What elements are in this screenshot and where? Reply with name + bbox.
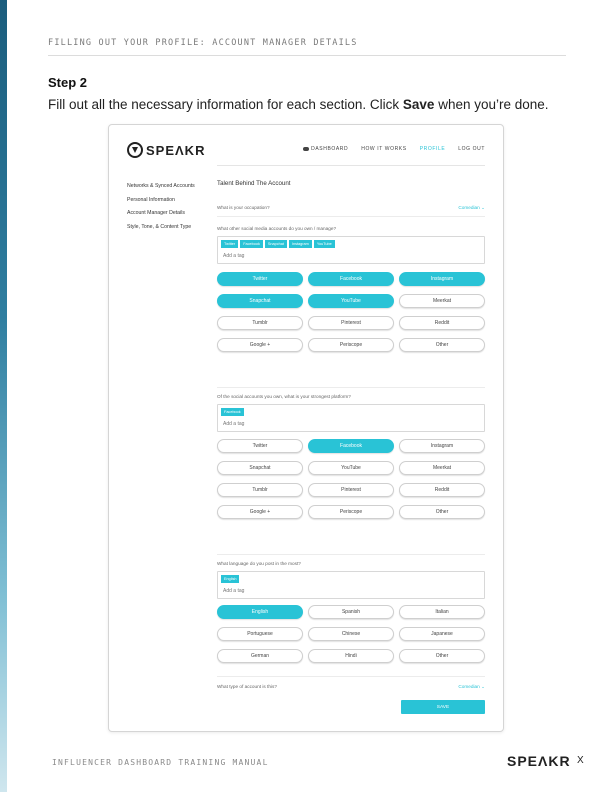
profile-sidebar <box>127 183 217 237</box>
account-type-question: What type of account is this? <box>217 684 277 689</box>
option-portuguese-button[interactable]: Portuguese <box>217 627 303 641</box>
side-color-strip <box>0 0 7 792</box>
option-google-button[interactable]: Google + <box>217 505 303 519</box>
option-youtube-button[interactable]: YouTube <box>308 461 394 475</box>
chevron-down-icon: ⌄ <box>481 684 485 689</box>
app-logo-text: SPEΛKR <box>146 142 206 158</box>
cloud-icon <box>303 147 309 151</box>
top-nav <box>303 146 485 152</box>
account-type-row[interactable] <box>217 684 485 689</box>
option-instagram-button[interactable]: Instagram <box>399 439 485 453</box>
option-hindi-button[interactable]: Hindi <box>308 649 394 663</box>
sidebar-item-networks[interactable]: Networks & Synced Accounts <box>127 183 195 189</box>
language-tag-input[interactable] <box>217 571 485 599</box>
divider <box>217 554 485 555</box>
option-google-button[interactable]: Google + <box>217 338 303 352</box>
nav-log-out[interactable]: LOG OUT <box>458 146 485 152</box>
screenshot-card <box>108 124 504 732</box>
step-title: Step 2 <box>48 75 88 90</box>
accounts-tag-list <box>221 240 335 248</box>
step-desc-save: Save <box>402 97 435 112</box>
account-type-select[interactable] <box>458 684 485 690</box>
sidebar-item-style-tone[interactable]: Style, Tone, & Content Type <box>127 223 192 230</box>
divider <box>217 676 485 677</box>
option-tumblr-button[interactable]: Tumblr <box>217 316 303 330</box>
chevron-down-icon: ⌄ <box>481 205 485 210</box>
option-spanish-button[interactable]: Spanish <box>308 605 394 619</box>
header-divider <box>48 55 566 56</box>
account-type-answer: Comedian <box>458 684 480 689</box>
option-instagram-button[interactable]: Instagram <box>399 272 485 286</box>
occupation-select[interactable] <box>458 205 485 211</box>
option-japanese-button[interactable]: Japanese <box>399 627 485 641</box>
tag-chip[interactable]: Facebook <box>240 240 263 248</box>
tag-chip[interactable]: Facebook <box>221 408 244 416</box>
tag-chip[interactable]: Snapchat <box>265 240 287 248</box>
strongest-tag-placeholder: Add a tag <box>223 421 245 427</box>
option-italian-button[interactable]: Italian <box>399 605 485 619</box>
document-header: FILLING OUT YOUR PROFILE: ACCOUNT MANAGER DETAILS <box>48 38 358 48</box>
footer-logo: SPEΛKR <box>507 753 571 769</box>
section-title: Talent Behind The Account <box>217 180 291 187</box>
option-other-button[interactable]: Other <box>399 338 485 352</box>
nav-dashboard-label: DASHBOARD <box>311 146 349 152</box>
option-german-button[interactable]: German <box>217 649 303 663</box>
option-snapchat-button[interactable]: Snapchat <box>217 461 303 475</box>
nav-dashboard[interactable] <box>303 146 348 152</box>
option-periscope-button[interactable]: Periscope <box>308 338 394 352</box>
accounts-question: What other social media accounts do you own / manage? <box>217 226 337 231</box>
tag-chip[interactable]: Twitter <box>221 240 238 248</box>
step-desc-text-end: when you’re done. <box>434 97 549 112</box>
nav-how-it-works[interactable]: HOW IT WORKS <box>361 146 407 152</box>
option-reddit-button[interactable]: Reddit <box>399 316 485 330</box>
option-meerkat-button[interactable]: Meerkat <box>399 461 485 475</box>
option-facebook-button[interactable]: Facebook <box>308 272 394 286</box>
occupation-question: What is your occupation? <box>217 205 270 210</box>
speakr-logo-icon <box>127 142 143 158</box>
strongest-tag-list <box>221 408 244 416</box>
sidebar-item-personal-info[interactable]: Personal Information <box>127 196 175 203</box>
save-button[interactable]: SAVE <box>401 700 485 714</box>
tag-chip[interactable]: Instagram <box>289 240 312 248</box>
document-footer: INFLUENCER DASHBOARD TRAINING MANUAL <box>52 758 269 767</box>
option-twitter-button[interactable]: Twitter <box>217 439 303 453</box>
option-reddit-button[interactable]: Reddit <box>399 483 485 497</box>
nav-profile[interactable]: PROFILE <box>419 146 446 152</box>
option-twitter-button[interactable]: Twitter <box>217 272 303 286</box>
option-periscope-button[interactable]: Periscope <box>308 505 394 519</box>
strongest-tag-input[interactable] <box>217 404 485 432</box>
option-tumblr-button[interactable]: Tumblr <box>217 483 303 497</box>
option-pinterest-button[interactable]: Pinterest <box>308 316 394 330</box>
sidebar-item-account-manager[interactable]: Account Manager Details <box>127 210 185 216</box>
option-facebook-button[interactable]: Facebook <box>308 439 394 453</box>
step-description <box>48 97 549 112</box>
strongest-question: Of the social accounts you own, what is your strongest platform? <box>217 394 351 399</box>
tag-chip[interactable]: English <box>221 575 239 583</box>
option-other-button[interactable]: Other <box>399 505 485 519</box>
language-tag-list <box>221 575 239 583</box>
option-other-button[interactable]: Other <box>399 649 485 663</box>
nav-divider <box>217 165 485 166</box>
language-tag-placeholder: Add a tag <box>223 588 245 594</box>
option-snapchat-button[interactable]: Snapchat <box>217 294 303 308</box>
option-english-button[interactable]: English <box>217 605 303 619</box>
page-number: X <box>577 755 584 766</box>
option-meerkat-button[interactable]: Meerkat <box>399 294 485 308</box>
divider <box>217 216 485 217</box>
occupation-row[interactable] <box>217 205 485 210</box>
option-chinese-button[interactable]: Chinese <box>308 627 394 641</box>
step-desc-text: Fill out all the necessary information for each section. Click <box>48 97 403 112</box>
tag-chip[interactable]: YouTube <box>314 240 335 248</box>
accounts-tag-input[interactable] <box>217 236 485 264</box>
language-question: What language do you post in the most? <box>217 561 301 566</box>
accounts-tag-placeholder: Add a tag <box>223 253 245 259</box>
option-youtube-button[interactable]: YouTube <box>308 294 394 308</box>
occupation-answer: Comedian <box>458 205 480 210</box>
option-pinterest-button[interactable]: Pinterest <box>308 483 394 497</box>
divider <box>217 387 485 388</box>
app-logo[interactable] <box>127 142 205 158</box>
